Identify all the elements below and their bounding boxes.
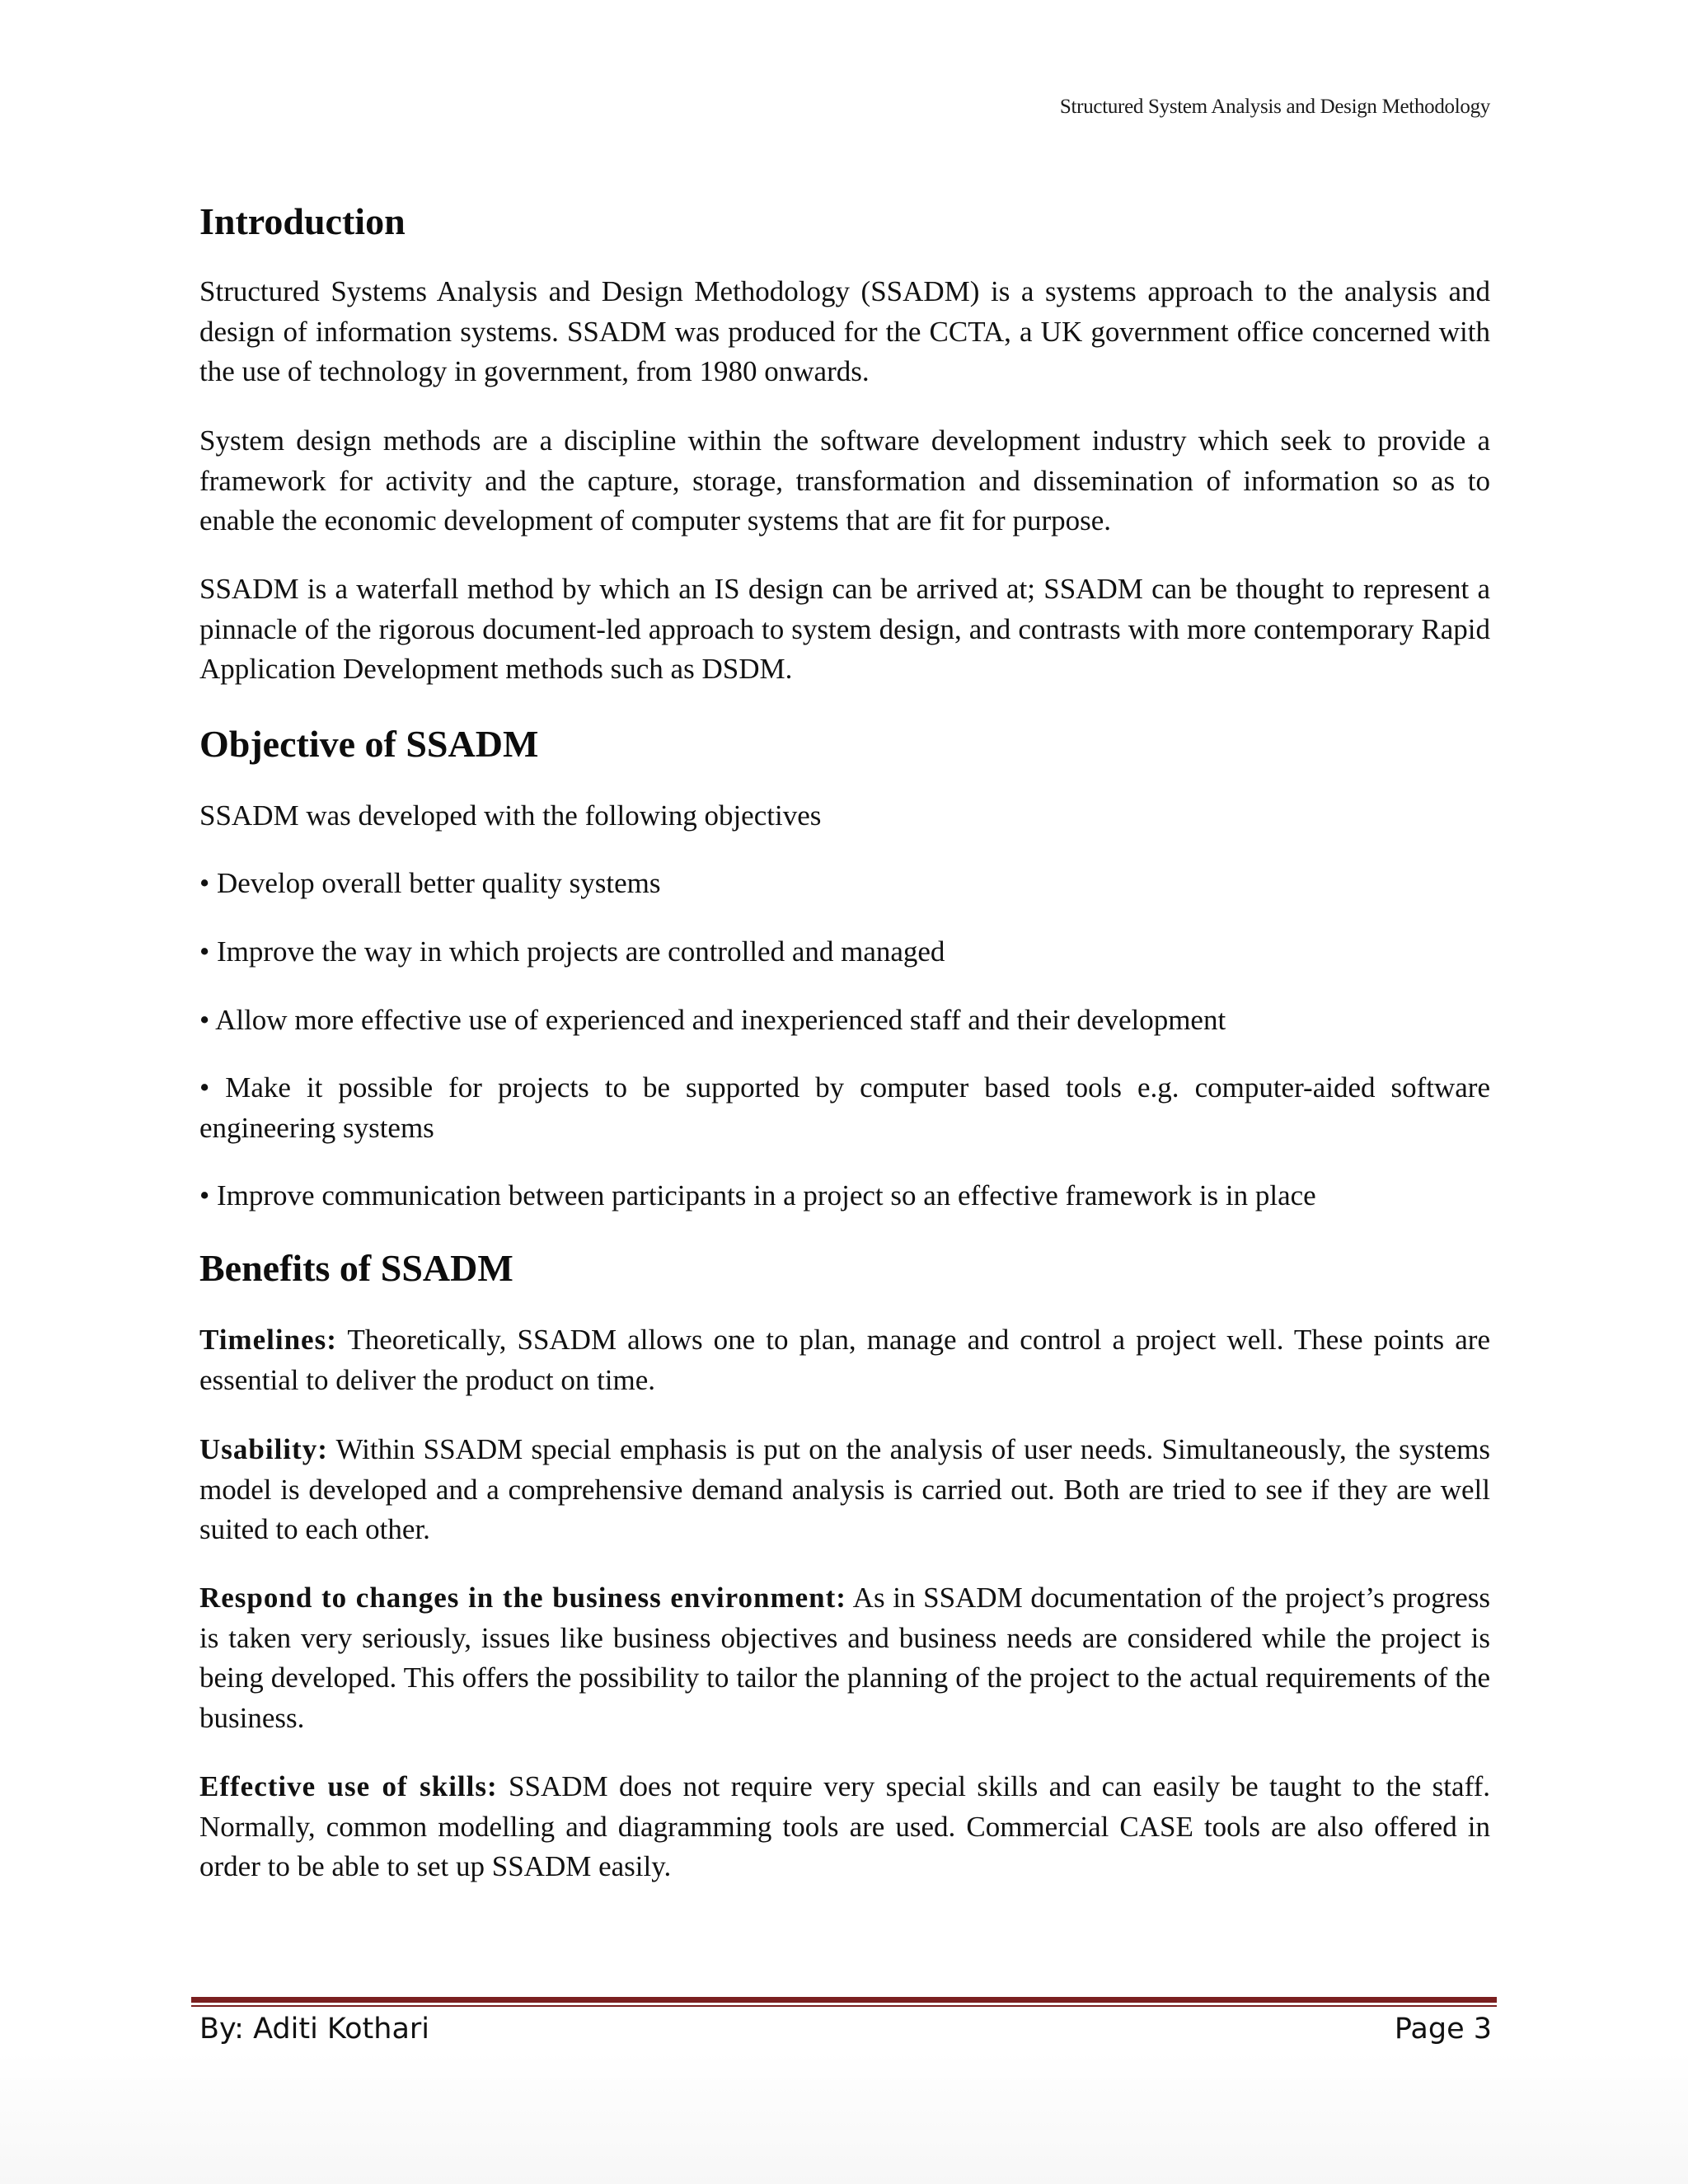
objective-intro: SSADM was developed with the following objectives [199, 799, 822, 832]
objective-list-item: • Develop overall better quality systems [199, 867, 661, 899]
objective-list-item: • Allow more effective use of experienced and inexperienced staff and their development [199, 1004, 1226, 1036]
section-heading-introduction: Introduction [199, 200, 406, 242]
benefit-term: Timelines: [199, 1324, 337, 1356]
section-heading-objective: Objective of SSADM [199, 723, 539, 765]
benefit-paragraph [199, 1767, 1490, 1887]
benefit-text: Within SSADM special emphasis is put on the analysis of user needs. Simultaneously, the systems model is developed and a comprehensive demand analysis is carried out. Both are tried to see if they are well suited to each other. [199, 1433, 1490, 1545]
intro-paragraph: System design methods are a discipline within the software development industry which seek to provide a framework for activity and the capture, storage, transformation and dissemination of information so as to enable the economic development of computer systems that are fit for purpose. [199, 424, 1490, 537]
benefit-term: Effective use of skills: [199, 1770, 498, 1802]
benefit-text: As in SSADM documentation of the project’s progress is taken very seriously, issues like business objectives and business needs are considered while the project is being developed. This offers the possibility to tailor the planning of the project to the actual requirements of the business. [199, 1582, 1490, 1734]
objective-list-item: • Improve communication between participants in a project so an effective framework is in place [199, 1179, 1316, 1212]
footer-rule-thin [191, 2005, 1497, 2007]
footer-author: By: Aditi Kothari [199, 2013, 430, 2046]
footer-rule-thick [191, 1997, 1497, 2003]
benefit-term: Usability: [199, 1433, 328, 1465]
intro-paragraph: Structured Systems Analysis and Design Methodology (SSADM) is a systems approach to the analysis and design of information systems. SSADM was produced for the CCTA, a UK government office concerned with the use of technology in government, from 1980 onwards. [199, 275, 1490, 387]
benefit-paragraph [199, 1320, 1490, 1400]
footer-rule [191, 1997, 1497, 2007]
objective-list-item: • Improve the way in which projects are controlled and managed [199, 935, 945, 968]
benefit-text: Theoretically, SSADM allows one to plan, manage and control a project well. These points are essential to deliver the product on time. [199, 1324, 1490, 1396]
benefit-term: Respond to changes in the business environment: [199, 1582, 846, 1614]
benefit-text: SSADM does not require very special skills and can easily be taught to the staff. Normally, common modelling and diagramming tools are used. Commercial CASE tools are also offered in order to be able to set up SSADM easily. [199, 1770, 1490, 1882]
footer-page-number: Page 3 [1394, 2013, 1492, 2046]
benefit-paragraph [199, 1430, 1490, 1550]
running-header: Structured System Analysis and Design Methodology [1059, 96, 1490, 118]
page-bottom-shading [0, 2052, 1688, 2184]
section-heading-benefits: Benefits of SSADM [199, 1247, 513, 1289]
objective-list-item: • Make it possible for projects to be supported by computer based tools e.g. computer-aided software engineering systems [199, 1071, 1490, 1144]
benefit-paragraph [199, 1578, 1490, 1738]
intro-paragraph: SSADM is a waterfall method by which an IS design can be arrived at; SSADM can be thought to represent a pinnacle of the rigorous document-led approach to system design, and contrasts with more contemporary Rapid Application Development methods such as DSDM. [199, 573, 1490, 685]
